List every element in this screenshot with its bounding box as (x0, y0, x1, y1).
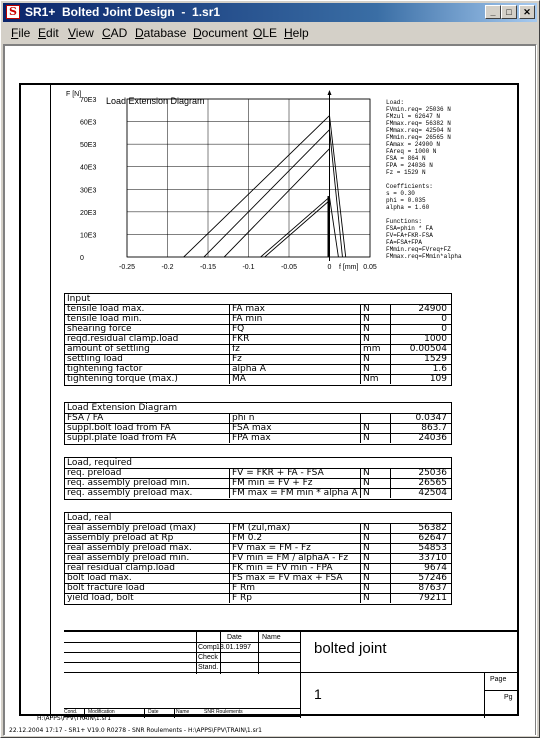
table-title: Load Extension Diagram (65, 403, 451, 414)
table-row (65, 375, 451, 385)
y-tick-label: 10E3 (80, 232, 97, 240)
table-cell: FA min (230, 315, 361, 324)
table-row (65, 305, 451, 315)
menu-document[interactable]: Document (193, 26, 248, 40)
table-cell: N (361, 544, 391, 553)
table-cell: req. assembly preload min. (65, 479, 230, 488)
side-info-line: FVmin.req= 25036 N (386, 106, 451, 113)
tb-name-label: Name (262, 634, 281, 641)
table-cell: N (361, 469, 391, 478)
table-cell: 863.7 (421, 424, 447, 433)
table-cell: phi n (230, 414, 361, 423)
table-row (65, 355, 451, 365)
table-cell: N (361, 315, 391, 324)
menu-view[interactable]: View (68, 26, 94, 40)
table-cell: 26565 (418, 479, 447, 488)
side-info-line: FMmax.req= 42504 N (386, 127, 451, 134)
y-tick-label: 40E3 (80, 164, 97, 172)
table-cell: tensile load max. (65, 305, 230, 314)
table-title: Input (65, 294, 451, 305)
table-row (65, 345, 451, 355)
x-tick-label: 0.05 (363, 264, 377, 271)
tb-mod-label: Modification (88, 709, 115, 715)
tb-comp-label: Comp. (198, 644, 219, 651)
table-cell: 24036 (418, 434, 447, 443)
table-row (65, 554, 451, 564)
table-cell: 62647 (418, 534, 447, 543)
table-cell: MA (230, 375, 361, 384)
y-tick-label: 20E3 (80, 209, 97, 217)
menu-help[interactable]: Help (284, 26, 309, 40)
table-cell: N (361, 489, 391, 498)
table-cell: FS max = FV max + FSA (230, 574, 361, 583)
table-cell: FM min = FV + Fz (230, 479, 361, 488)
table-row (65, 489, 451, 499)
tb-page-label: Page (490, 676, 507, 683)
real-table (64, 512, 452, 605)
series-line (261, 197, 330, 257)
table-cell: FM max = FM min * alpha A (230, 489, 361, 498)
table-row (65, 424, 451, 434)
table-cell: FM 0.2 (230, 534, 361, 543)
table-row (65, 534, 451, 544)
table-cell: N (361, 434, 391, 443)
tb-pg-label: Pg (504, 694, 513, 701)
side-info-line: FV=FA+FKR-FSA (386, 232, 433, 239)
x-tick-label: -0.25 (119, 264, 135, 271)
table-cell: FSA max (230, 424, 361, 433)
footer-info: 22.12.2004 17:17 - SR1+ V19.0 R0278 - SNR Roulements - H:\APPS\FPV\TRAIN\1.sr1 (9, 727, 262, 734)
table-cell: 0 (441, 315, 447, 324)
y-tick-label: 50E3 (80, 142, 97, 150)
side-info-line: Fz = 1529 N (386, 169, 426, 176)
table-row (65, 469, 451, 479)
table-cell: 1000 (424, 335, 447, 344)
table-row (65, 335, 451, 345)
table-row (65, 315, 451, 325)
tb-date2-label: Date (148, 709, 159, 715)
diagram-table (64, 402, 452, 445)
menu-cad[interactable]: CAD (102, 26, 128, 40)
table-cell: real assembly preload (max) (65, 524, 230, 533)
table-cell: 54853 (418, 544, 447, 553)
table-cell: fz (230, 345, 361, 354)
table-cell: F Rp (230, 594, 361, 603)
table-cell: tightening factor (65, 365, 230, 374)
load-extension-chart (64, 85, 519, 283)
table-row (65, 434, 451, 444)
table-cell: 24900 (418, 305, 447, 314)
table-cell: 1.6 (432, 365, 447, 374)
close-button[interactable]: ✕ (519, 5, 535, 19)
y-axis-arrowhead (328, 90, 332, 95)
menu-file[interactable]: File (11, 26, 31, 40)
series-line (265, 200, 330, 257)
menu-ole[interactable]: OLE (253, 26, 278, 40)
table-row (65, 325, 451, 335)
table-cell: shearing force (65, 325, 230, 334)
table-cell: suppl.plate load from FA (65, 434, 230, 443)
y-tick-label: 70E3 (80, 97, 97, 104)
minimize-button[interactable]: _ (485, 5, 501, 19)
tb-company: SNR Roulements (204, 709, 243, 715)
table-cell: FA max (230, 305, 361, 314)
table-cell: 33710 (418, 554, 447, 563)
table-cell: N (361, 479, 391, 488)
table-cell: FV = FKR + FA - FSA (230, 469, 361, 478)
table-cell: 109 (429, 375, 447, 384)
y-tick-label: 0 (80, 255, 84, 262)
table-cell: FK min = FV min - FPA (230, 564, 361, 573)
table-cell: 9674 (424, 564, 447, 573)
table-cell: 56382 (418, 524, 447, 533)
table-cell: settling load (65, 355, 230, 364)
table-cell: 0.00504 (409, 345, 447, 354)
table-cell: FKR (230, 335, 361, 344)
file-path: H:\APPS\FPV\TRAIN\1.sr1 (37, 715, 112, 722)
table-cell: FV min = FM / alphaA - Fz (230, 554, 361, 563)
table-cell: N (361, 574, 391, 583)
side-info-line: Coefficients: (386, 183, 433, 190)
tb-check-label: Check (198, 654, 218, 661)
table-title: Load, real (65, 513, 451, 524)
side-info-line (386, 176, 516, 183)
table-row (65, 414, 451, 424)
table-row (65, 544, 451, 554)
side-info-line: Functions: (386, 218, 423, 225)
tb-stand-label: Stand. (198, 664, 219, 671)
side-info-line: FMmax.req= 56382 N (386, 120, 451, 127)
table-cell: N (361, 584, 391, 593)
table-cell: N (361, 305, 391, 314)
table-cell: 87637 (418, 584, 447, 593)
chart-side-info (386, 99, 516, 260)
table-cell (361, 414, 391, 423)
side-info-line: phi = 0.035 (386, 197, 426, 204)
table-cell: N (361, 424, 391, 433)
side-info-line: FPA = 24036 N (386, 162, 433, 169)
side-info-line: FA=FSA+FPA (386, 239, 423, 246)
table-cell: 1529 (424, 355, 447, 364)
tb-comp-date: 18.01.1997 (216, 644, 252, 651)
side-info-line: FMmax.req=FMmin*alpha (386, 253, 462, 260)
table-cell: amount of settling (65, 345, 230, 354)
series-line (330, 116, 346, 257)
table-cell: 0.0347 (415, 414, 447, 423)
app-logo-icon[interactable]: S (6, 5, 20, 19)
table-cell: F Rm (230, 584, 361, 593)
table-cell: N (361, 534, 391, 543)
x-tick-label: -0.1 (242, 264, 255, 271)
menu-database[interactable]: Database (135, 26, 187, 40)
drawing-number: 1 (314, 686, 322, 702)
table-cell: 25036 (418, 469, 447, 478)
table-cell: bolt fracture load (65, 584, 230, 593)
tb-name2-label: Name (176, 709, 190, 715)
drawing-frame (19, 83, 519, 716)
table-cell: tightening torque (max.) (65, 375, 230, 384)
table-cell: FM (zul,max) (230, 524, 361, 533)
table-row (65, 564, 451, 574)
series-line (204, 130, 330, 257)
drawing-name: bolted joint (314, 640, 387, 657)
side-info-line: FAreq = 1000 N (386, 148, 437, 155)
table-cell: req. preload (65, 469, 230, 478)
table-cell: Nm (361, 375, 391, 384)
table-row (65, 574, 451, 584)
table-cell: 42504 (418, 489, 447, 498)
table-cell: suppl.bolt load from FA (65, 424, 230, 433)
title-block (64, 630, 517, 716)
frame-side-divider (50, 85, 51, 718)
drawing-sheet[interactable] (5, 46, 535, 736)
table-cell: req. assembly preload max. (65, 489, 230, 498)
table-cell: FPA max (230, 434, 361, 443)
table-cell: reqd.residual clamp.load (65, 335, 230, 344)
side-info-line: Load: (386, 99, 405, 106)
side-info-line: FAmax = 24900 N (386, 141, 441, 148)
title-bar[interactable] (3, 3, 537, 22)
tb-cond-label: Cond. (64, 709, 78, 715)
table-cell: N (361, 365, 391, 374)
series-line (184, 116, 330, 257)
table-cell: real assembly preload min. (65, 554, 230, 563)
table-cell: FV max = FM - Fz (230, 544, 361, 553)
y-tick-label: 30E3 (80, 187, 97, 195)
table-cell: real residual clamp.load (65, 564, 230, 573)
table-cell: N (361, 355, 391, 364)
chart-ylabel: F [N] (66, 91, 82, 98)
maximize-button[interactable]: □ (501, 5, 517, 19)
table-cell: FQ (230, 325, 361, 334)
table-cell: N (361, 335, 391, 344)
table-cell: N (361, 594, 391, 603)
tb-date-label: Date (227, 634, 242, 641)
table-cell: tensile load min. (65, 315, 230, 324)
side-info-line: FSA=phin * FA (386, 225, 433, 232)
table-cell: alpha A (230, 365, 361, 374)
table-cell: bolt load max. (65, 574, 230, 583)
chart-svg (64, 85, 384, 283)
input-table (64, 293, 452, 386)
table-cell: real assembly preload max. (65, 544, 230, 553)
table-row (65, 479, 451, 489)
table-cell: 57246 (418, 574, 447, 583)
side-info-line: s = 0.30 (386, 190, 415, 197)
menu-bar (3, 24, 537, 42)
side-info-line: FMmin.req=FVreq+FZ (386, 246, 451, 253)
table-cell: N (361, 554, 391, 563)
table-cell: yield load, bolt (65, 594, 230, 603)
table-cell: 79211 (418, 594, 447, 603)
table-row (65, 594, 451, 604)
table-cell: 0 (441, 325, 447, 334)
chart-xlabel: f [mm] (339, 264, 359, 271)
chart-title: Load Extension Diagram (106, 96, 205, 106)
x-tick-label: -0.05 (281, 264, 297, 271)
table-cell: FSA / FA (65, 414, 230, 423)
y-tick-label: 60E3 (80, 119, 97, 127)
side-info-line (386, 211, 516, 218)
window-title: SR1+ Bolted Joint Design - 1.sr1 (25, 5, 221, 19)
table-cell: Fz (230, 355, 361, 364)
table-cell: assembly preload at Rp (65, 534, 230, 543)
table-cell: N (361, 564, 391, 573)
x-tick-label: -0.2 (161, 264, 174, 271)
table-cell: N (361, 325, 391, 334)
side-info-line: FSA = 864 N (386, 155, 426, 162)
x-tick-label: 0 (327, 264, 332, 271)
menu-edit[interactable]: Edit (38, 26, 59, 40)
table-row (65, 584, 451, 594)
table-cell: mm (361, 345, 391, 354)
table-cell: N (361, 524, 391, 533)
table-title: Load, required (65, 458, 451, 469)
x-tick-label: -0.15 (200, 264, 216, 271)
table-row (65, 365, 451, 375)
side-info-line: FMmin.req= 26565 N (386, 134, 451, 141)
required-table (64, 457, 452, 500)
side-info-line: alpha = 1.60 (386, 204, 430, 211)
side-info-line: FMzul = 62647 N (386, 113, 441, 120)
table-row (65, 524, 451, 534)
